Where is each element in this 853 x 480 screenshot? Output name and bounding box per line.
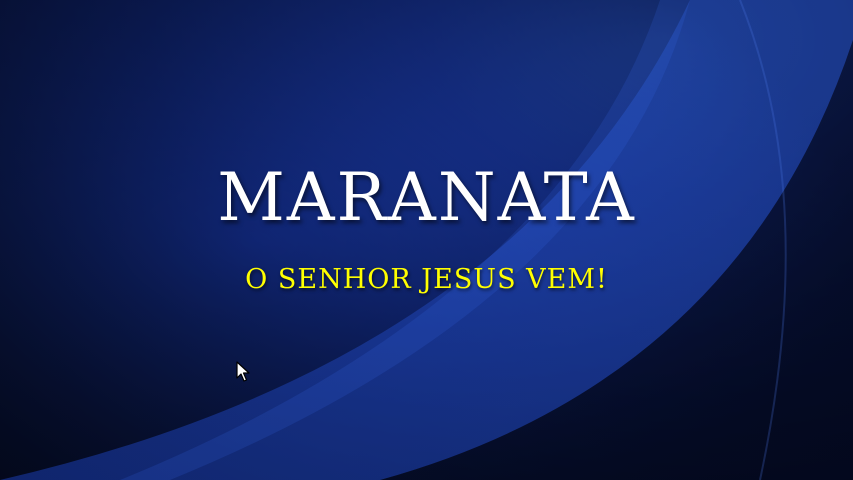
slide-subtitle: O SENHOR JESUS VEM! [245,264,608,295]
mouse-pointer-icon [236,361,250,383]
slide-title: MARANATA [217,159,636,236]
